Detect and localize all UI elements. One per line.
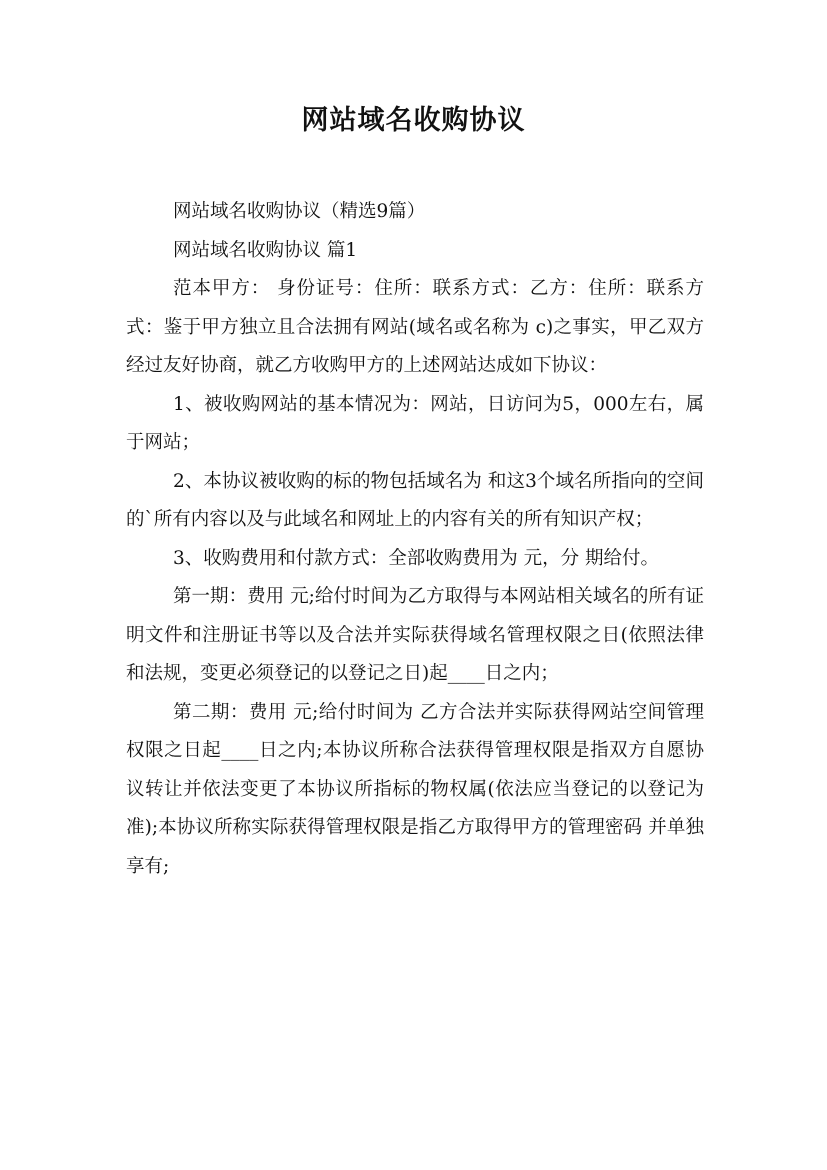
paragraph-clause-2: 2、本协议被收购的标的物包括域名为 和这3个域名所指向的空间的`所有内容以及与此域名和网址上的内容有关的所有知识产权； [126, 470, 704, 530]
paragraph-parties: 范本甲方： 身份证号：住所：联系方式：乙方：住所：联系方式：鉴于甲方独立且合法拥有网站(域名或名称为 c)之事实，甲乙双方经过友好协商，就乙方收购甲方的上述网站达成如下协议： [126, 278, 704, 376]
paragraph-clause-1: 1、被收购网站的基本情况为：网站，日访问为5，000左右，属于网站； [126, 393, 704, 453]
paragraph-subtitle: 网站域名收购协议（精选9篇） [173, 201, 426, 222]
paragraph-clause-3: 3、收购费用和付款方式：全部收购费用为 元，分 期给付。 [173, 547, 660, 569]
document-body [126, 193, 704, 886]
document-title: 网站域名收购协议 [301, 105, 526, 136]
paragraph-phase-1: 第一期：费用 元;给付时间为乙方取得与本网站相关域名的所有证明文件和注册证书等以及合法并实际获得域名管理权限之日(依照法律和法规，变更必须登记的以登记之日)起____日之内； [126, 586, 704, 684]
paragraph-section-heading: 网站域名收购协议 篇1 [173, 239, 358, 261]
paragraph-phase-2: 第二期：费用 元;给付时间为 乙方合法并实际获得网站空间管理权限之日起____日之内;本协议所称合法获得管理权限是指双方自愿协议转让并依法变更了本协议所指标的物权属(依法应当登记的以登记为准);本协议所称实际获得管理权限是指乙方取得甲方的管理密码 并单独享有; [126, 701, 704, 877]
